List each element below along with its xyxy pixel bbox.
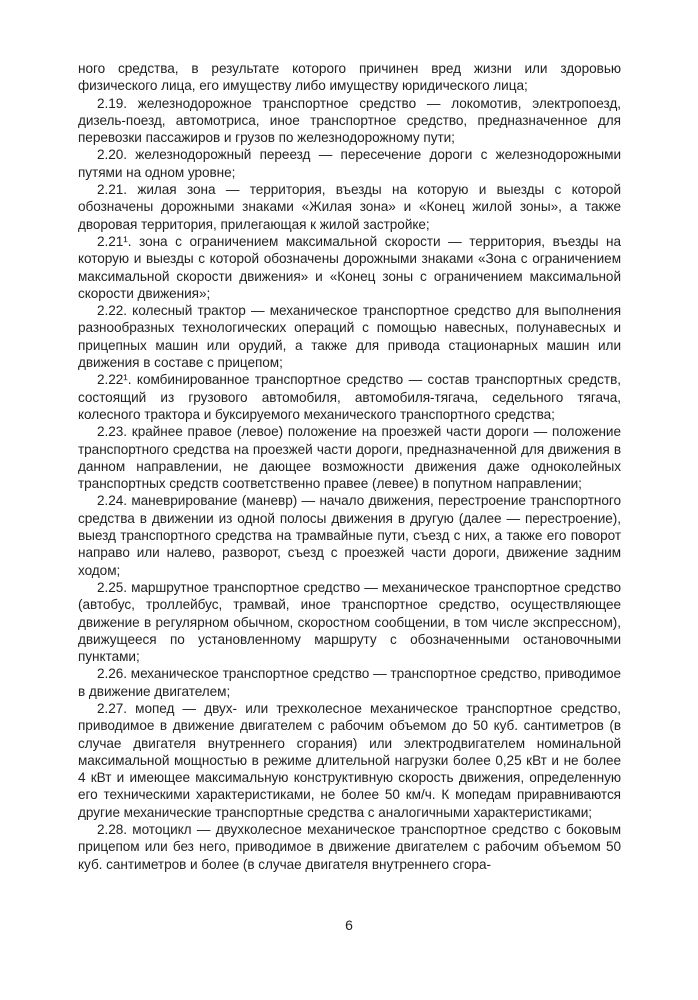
paragraph: 2.20. железнодорожный переезд — пересечение дороги с железнодорожными путями на одном уровне; — [78, 147, 621, 180]
paragraph: ного средства, в результате которого причинен вред жизни или здоровью физического лица, его имуществу либо имуществу юридического лица; — [78, 61, 621, 94]
paragraph: 2.21¹. зона с ограничением максимальной скорости — территория, въезды на которую и выезды с которой обозначены дорожными знаками «Зона с ограничением максимальной скорости движения» и «Конец зоны с ограничением максимальной скорости движения»; — [78, 233, 621, 301]
paragraph: 2.19. железнодорожное транспортное средство — локомотив, электропоезд, дизель-поезд, автомотриса, иное транспортное средство, предназначенное для перевозки пассажиров и грузов по железнодорожному пути; — [78, 95, 621, 146]
paragraph: 2.21. жилая зона — территория, въезды на которую и выезды с которой обозначены дорожными знаками «Жилая зона» и «Конец жилой зоны», а также дворовая территория, прилегающая к жилой застройке; — [78, 182, 621, 232]
paragraph: 2.23. крайнее правое (левое) положение на проезжей части дороги — положение транспортного средства на проезжей части дороги, предназначенной для движения в данном направлении, не дающее возможности движения даже одноколейных транспортных средств соответственно правее (левее) в попутном направлении; — [78, 424, 621, 492]
paragraph: 2.27. мопед — двух- или трехколесное механическое транспортное средство, приводимое в движение двигателем с рабочим объемом до 50 куб. сантиметров (в случае двигателя внутреннего сгорания) или электродвигателем номинальной максимальной мощностью в режиме длительной нагрузки более 0,25 кВт и не более 4 кВт и имеющее максимальную конструктивную скорость движения, определенную его техническими характеристиками, не более 50 км/ч. К мопедам приравниваются другие механические транспортные средства с аналогичными характеристиками; — [78, 700, 621, 820]
paragraph: 2.22¹. комбинированное транспортное средство — состав транспортных средств, состоящий из грузового автомобиля, автомобиля-тягача, седельного тягача, колесного трактора и буксируемого механического транспортного средства; — [78, 372, 621, 422]
document-body — [78, 60, 621, 918]
paragraph: 2.22. колесный трактор — механическое транспортное средство для выполнения разнообразных технологических операций с помощью навесных, полунавесных и прицепных машин или орудий, а также для привода стационарных машин или движения в составе с прицепом; — [78, 303, 621, 371]
paragraph: 2.28. мотоцикл — двухколесное механическое транспортное средство с боковым прицепом или без него, приводимое в движение двигателем с рабочим объемом 50 куб. сантиметров и более (в случае двигателя внутреннего сгора- — [78, 822, 621, 872]
paragraph: 2.24. маневрирование (маневр) — начало движения, перестроение транспортного средства в движении из одной полосы движения в другую (далее — перестроение), выезд транспортного средства на трамвайные пути, съезд с них, а также его поворот направо или налево, разворот, съезд с проезжей части дороги, движение задним ходом; — [78, 493, 621, 578]
page-number: 6 — [345, 917, 353, 933]
paragraph: 2.25. маршрутное транспортное средство — механическое транспортное средство (автобус, троллейбус, трамвай, иное транспортное средство, осуществляющее движение в регулярном обычном, скоростном сообщении, в том числе экспрессном), движущееся по установленному маршруту с обозначенными остановочными пунктами; — [78, 579, 621, 665]
paragraph: 2.26. механическое транспортное средство — транспортное средство, приводимое в движение двигателем; — [78, 666, 621, 699]
